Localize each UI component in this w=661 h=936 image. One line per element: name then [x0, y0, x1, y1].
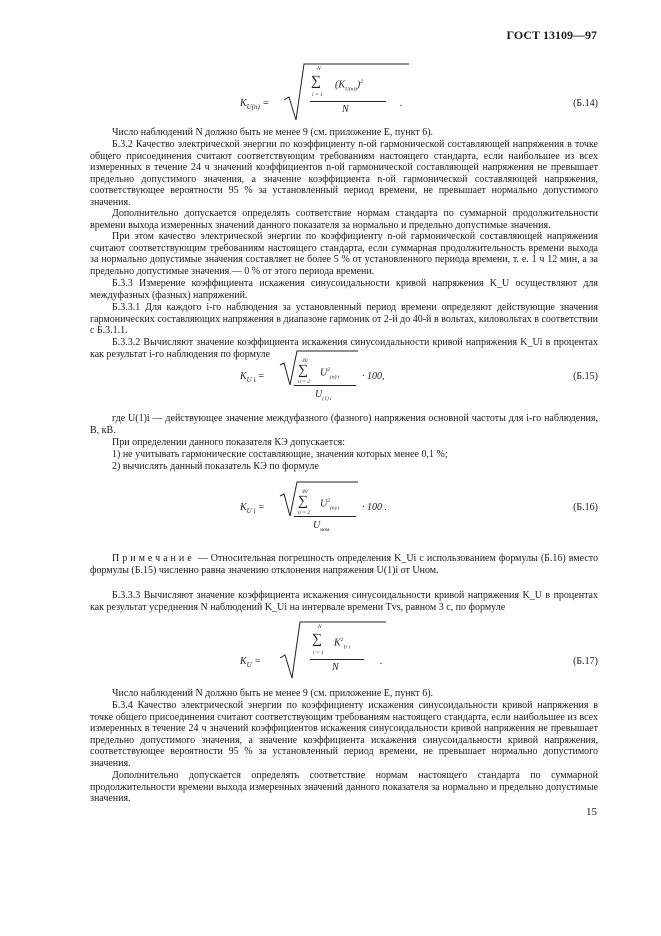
formula-b14-fraction-bar	[310, 101, 386, 102]
formula-b17-sigma: ∑	[312, 632, 322, 647]
paragraph: Б.3.3.1 Для каждого i-го наблюдения за установленный период времени определяют действующие значения гармонических составляющих напряжения в диапазоне гармоник от 2-й до 40-й в вольтах, киловольтах в соответствии с Б.3.1.1.	[90, 302, 598, 336]
note-label: Примечание	[112, 553, 195, 564]
formula-b15-denominator: $U_{(1) i}$	[315, 389, 332, 402]
formula-b14-lhs: $K_{U(n)}$ =	[240, 98, 270, 111]
formula-b14-radical	[284, 62, 414, 126]
formula-b15-sum-lower: n = 2	[298, 379, 310, 385]
formula-b15-multiplier: · 100,	[362, 371, 385, 382]
formula-b17-number: (Б.17)	[573, 656, 598, 667]
formula-b14-denominator: N	[342, 104, 349, 115]
formula-b14-sum-upper: N	[317, 66, 321, 72]
formula-b16-radical	[280, 482, 360, 542]
formula-b14-term: $(K_{U(n)i})^2$	[335, 79, 364, 93]
paragraph: Дополнительно допускается определять соответствие нормам стандарта по суммарной продолжительности времени выхода измеренных значений данного показателя за нормально и предельно допустимые значения.	[90, 208, 598, 231]
formula-b16-denominator: $U_{ном}$	[313, 520, 330, 533]
formula-b17-lhs: $K_U$ =	[240, 656, 261, 669]
list-item: 2) вычислять данный показатель КЭ по формуле	[112, 461, 319, 472]
formula-b15-sum-upper: 40	[302, 358, 308, 364]
paragraph: Число наблюдений N должно быть не менее 9 (см. приложение Е, пункт 6).	[112, 688, 434, 699]
formula-b15-number: (Б.15)	[573, 371, 598, 382]
formula-b17: $K_U$ = N ∑ i = 1 $K^2_{U i}$ N . (Б.17)	[90, 620, 598, 684]
paragraph: Дополнительно допускается определять соответствие нормам настоящего стандарта по суммарной продолжительности времени выхода измеренных значений данного показателя за нормально и предельно допустимые значения.	[90, 770, 598, 804]
paragraph: Б.3.3.3 Вычисляют значение коэффициента искажения синусоидальности кривой напряжения K_U в процентах как результат усреднения N наблюдений K_Ui на интервале времени Tvs, равном 3 с, по формуле	[90, 590, 598, 613]
formula-b16-sum-upper: 40	[302, 489, 308, 495]
formula-b15-lhs: $K_{U i}$ =	[240, 371, 265, 384]
formula-b15-radical	[280, 351, 360, 411]
formula-b15-sigma: ∑	[298, 363, 308, 378]
formula-b16-multiplier: · 100 .	[362, 502, 387, 513]
page-header: ГОСТ 13109—97	[506, 28, 597, 42]
formula-b17-fraction-bar	[310, 659, 364, 660]
formula-b14-number: (Б.14)	[573, 98, 598, 109]
paragraph: При определении данного показателя КЭ допускается:	[112, 437, 346, 448]
paragraph: Б.3.2 Качество электрической энергии по коэффициенту n-ой гармонической составляющей напряжения в точке общего присоединения считают соответствующим требованиям настоящего стандарта, если наибольшее из всех измеренных в течение 24 ч значений коэффициентов n-ой гармонической составляющей напряжения не превышает предельно допустимого значения, а значение коэффициента n-ой гармонической составляющей напряжения, соответствующее вероятности 95 % за установленный период времени, не превышает нормально допустимого значения.	[90, 139, 598, 208]
paragraph: При этом качество электрической энергии по коэффициенту n-ой гармонической составляющей напряжения считают соответствующим требованиям настоящего стандарта, если суммарная продолжительность времени выхода за нормально допустимые значения составляет не более 5 % от установленного периода времени, т. е. 1 ч 12 мин, а за предельно допустимые значения — 0 % от этого периода времени.	[90, 231, 598, 277]
formula-b16-sigma: ∑	[298, 494, 308, 509]
formula-b17-radical	[280, 620, 390, 684]
formula-b15-fraction-bar	[294, 385, 356, 386]
formula-b14-sigma: ∑	[311, 74, 321, 89]
list-item: 1) не учитывать гармонические составляющие, значения которых менее 0,1 %;	[112, 449, 448, 460]
formula-b17-term: $K^2_{U i}$	[334, 637, 351, 651]
paragraph: где U(1)i — действующее значение междуфазного (фазного) напряжения основной частоты для i-го наблюдения, В, кВ.	[90, 413, 598, 436]
formula-b14: $K_{U(n)}$ = N ∑ i = 1 $(K_{U(n)i})^2$ N . (Б.14)	[90, 62, 598, 126]
formula-b16-number: (Б.16)	[573, 502, 598, 513]
formula-b16-term: $U^2_{(n) i}$	[320, 498, 340, 512]
formula-b17-sum-upper: N	[318, 624, 322, 630]
formula-b15	[90, 355, 598, 413]
formula-b16-lhs: $K_{U i}$ =	[240, 502, 265, 515]
paragraph: Б.3.3 Измерение коэффициента искажения синусоидальности кривой напряжения K_U осуществляют для междуфазных (фазных) напряжений.	[90, 278, 598, 301]
formula-b16-sum-lower: n = 2	[298, 510, 310, 516]
formula-b17-sum-lower: i = 1	[313, 650, 324, 656]
formula-b16	[90, 478, 598, 538]
note-text: — Относительная погрешность определения K_Ui с использованием формулы (Б.16) вместо формулы (Б.15) численно равна значению отклонения напряжения U(1)i от Uном.	[90, 553, 598, 576]
page-number: 15	[586, 806, 597, 818]
paragraph: Число наблюдений N должно быть не менее 9 (см. приложение Е, пункт 6).	[112, 127, 434, 138]
formula-b17-denominator: N	[332, 662, 339, 673]
paragraph: Б.3.3.2 Вычисляют значение коэффициента искажения синусоидальности кривой напряжения K_Ui в процентах как результат i-го наблюдения по формуле	[90, 337, 598, 360]
formula-b16-fraction-bar	[294, 516, 356, 517]
formula-b14-sum-lower: i = 1	[312, 92, 323, 98]
formula-b15-term: $U^2_{(n) i}$	[320, 367, 340, 381]
paragraph: Б.3.4 Качество электрической энергии по коэффициенту искажения синусоидальности кривой напряжения в точке общего присоединения считают соответствующим требованиям настоящего стандарта, если наибольшее из всех измеренных в течение 24 ч значений коэффициентов искажения синусоидальности кривой напряжения не превышает предельно допустимого значения, а значение коэффициента искажения синусоидальности кривой напряжения, соответствующее вероятности 95 % за установленный период времени, не превышает нормально допустимого значения.	[90, 700, 598, 769]
note-paragraph	[90, 553, 598, 576]
